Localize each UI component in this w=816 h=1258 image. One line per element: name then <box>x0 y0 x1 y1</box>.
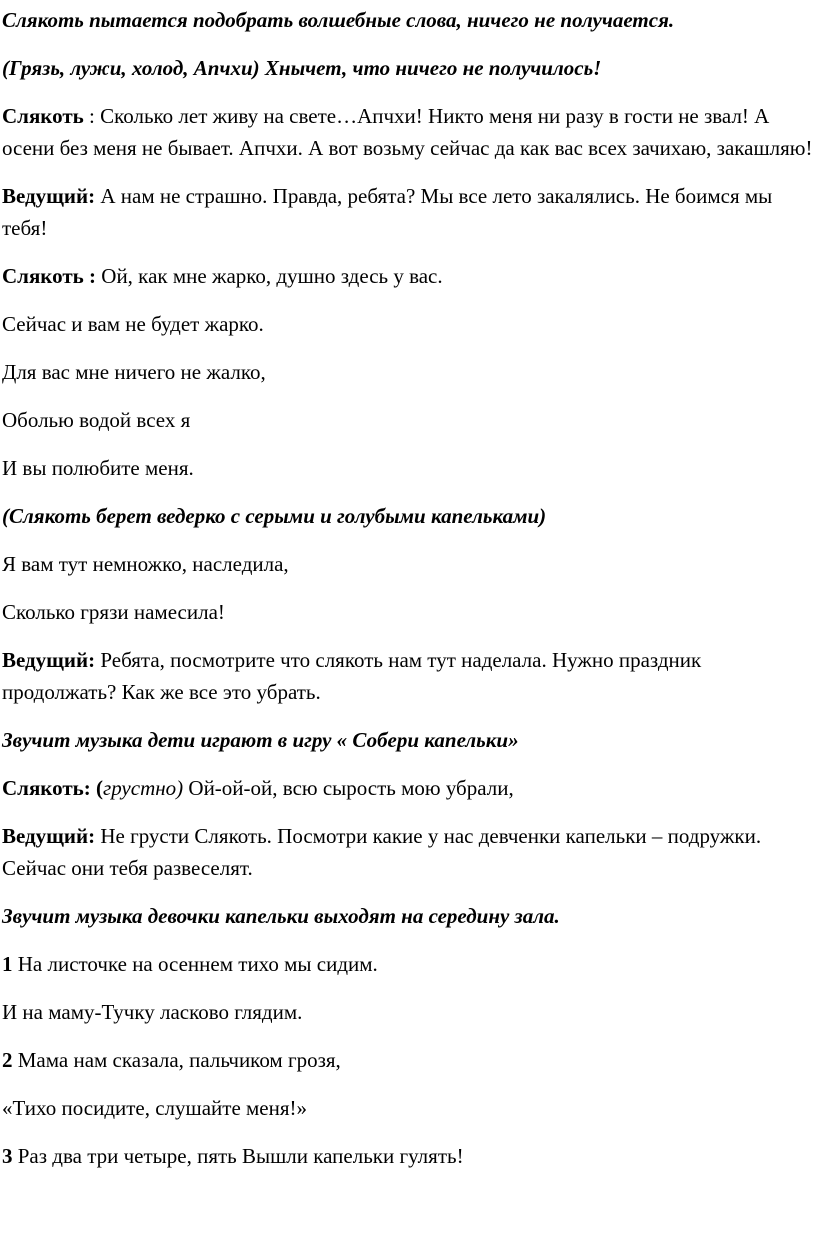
speech-text: Не грусти Слякоть. Посмотри какие у нас девченки капельки – подружки. Сейчас они тебя развеселят. <box>2 824 762 880</box>
speech-text: А нам не страшно. Правда, ребята? Мы все лето закалялись. Не боимся мы тебя! <box>2 184 773 240</box>
verse-line: Оболью водой всех я <box>2 408 191 432</box>
speech-text: Ой, как мне жарко, душно здесь у вас. <box>96 264 443 288</box>
verse-line: Я вам тут немножко, наследила, <box>2 552 289 576</box>
speaker-name: Ведущий: <box>2 824 96 848</box>
stage-direction: Звучит музыка дети играют в игру « Собери капельки» <box>2 728 519 752</box>
stage-direction: (Слякоть берет ведерко с серыми и голубыми капельками) <box>2 504 547 528</box>
speaker-name: Слякоть <box>2 104 84 128</box>
stage-direction: Слякоть пытается подобрать волшебные слова, ничего не получается. <box>2 8 675 32</box>
verse-line: Для вас мне ничего не жалко, <box>2 360 266 384</box>
stage-direction: Звучит музыка девочки капельки выходят на середину зала. <box>2 904 560 928</box>
stage-remark: грустно) <box>103 776 184 800</box>
speech-text: Ребята, посмотрите что слякоть нам тут наделала. Нужно праздник продолжать? Как же все это убрать. <box>2 648 702 704</box>
speaker-name: Слякоть : <box>2 264 97 288</box>
speech-paragraph <box>2 100 816 164</box>
numbered-verse <box>2 948 816 980</box>
verse-line: «Тихо посидите, слушайте меня!» <box>2 1096 308 1120</box>
verse-line: Сейчас и вам не будет жарко. <box>2 312 264 336</box>
verse-number: 1 <box>2 952 13 976</box>
verse-line: И на маму-Тучку ласково глядим. <box>2 1000 303 1024</box>
verse-text: На листочке на осеннем тихо мы сидим. <box>12 952 378 976</box>
verse-line: Сколько грязи намесила! <box>2 600 225 624</box>
speech-paragraph <box>2 180 816 244</box>
speech-paragraph <box>2 644 816 708</box>
verse-text: Мама нам сказала, пальчиком грозя, <box>12 1048 341 1072</box>
speech-paragraph <box>2 260 816 292</box>
numbered-verse <box>2 1044 816 1076</box>
speech-paragraph <box>2 820 816 884</box>
verse-text: Раз два три четыре, пять Вышли капельки гулять! <box>12 1144 464 1168</box>
speaker-name: Ведущий: <box>2 184 96 208</box>
speaker-name: Ведущий: <box>2 648 96 672</box>
verse-line: И вы полюбите меня. <box>2 456 194 480</box>
speech-text: Ой-ой-ой, всю сырость мою убрали, <box>183 776 514 800</box>
speaker-name: Слякоть: ( <box>2 776 104 800</box>
verse-number: 2 <box>2 1048 13 1072</box>
speech-paragraph <box>2 772 816 804</box>
stage-direction: (Грязь, лужи, холод, Апчхи) Хнычет, что ничего не получилось! <box>2 56 602 80</box>
speech-text: : Сколько лет живу на свете…Апчхи! Никто меня ни разу в гости не звал! А осени без меня не бывает. Апчхи. А вот возьму сейчас да как вас всех зачихаю, закашляю! <box>2 104 813 160</box>
verse-number: 3 <box>2 1144 13 1168</box>
numbered-verse <box>2 1140 816 1172</box>
